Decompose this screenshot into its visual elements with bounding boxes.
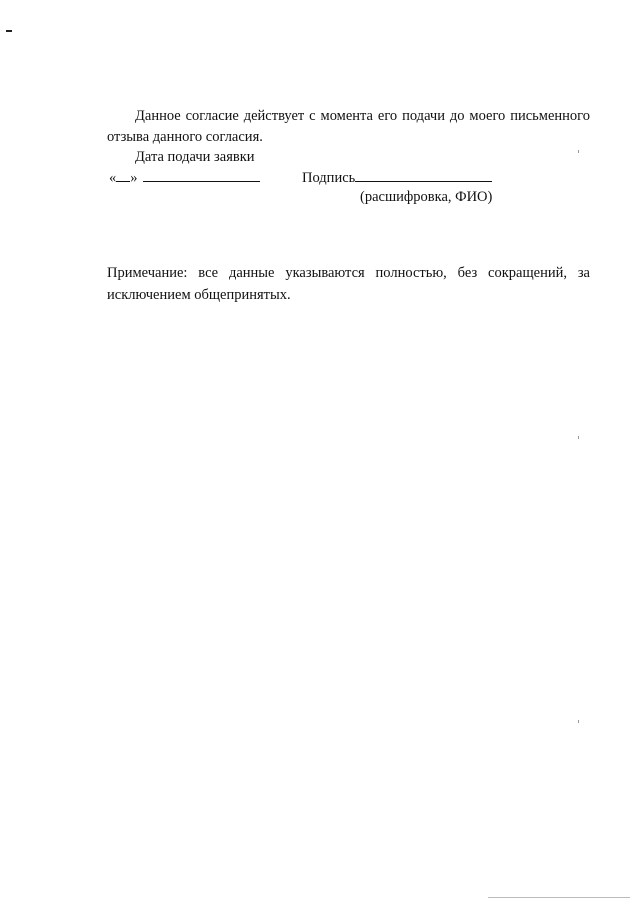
note-paragraph: Примечание: все данные указываются полностью, без сокращений, за исключением общепринятых. [107, 265, 590, 303]
signature-field [302, 168, 492, 187]
day-blank [116, 168, 130, 182]
application-date-field [109, 168, 260, 187]
signature-label: Подпись [302, 170, 356, 186]
scan-mark [6, 30, 12, 32]
date-close-quote: » [130, 170, 138, 186]
scan-speck [578, 150, 579, 153]
scan-edge-line [488, 897, 630, 898]
month-year-blank [143, 168, 260, 182]
scan-speck [578, 720, 579, 723]
signature-caption: (расшифровка, ФИО) [360, 189, 493, 205]
date-open-quote: « [109, 170, 117, 186]
consent-paragraph [107, 106, 590, 148]
consent-text: Данное согласие действует с момента его подачи до моего письменного отзыва данного согласия. [107, 108, 590, 145]
scan-speck [578, 436, 579, 439]
application-date-label: Дата подачи заявки [135, 149, 255, 165]
signature-blank [355, 168, 492, 182]
